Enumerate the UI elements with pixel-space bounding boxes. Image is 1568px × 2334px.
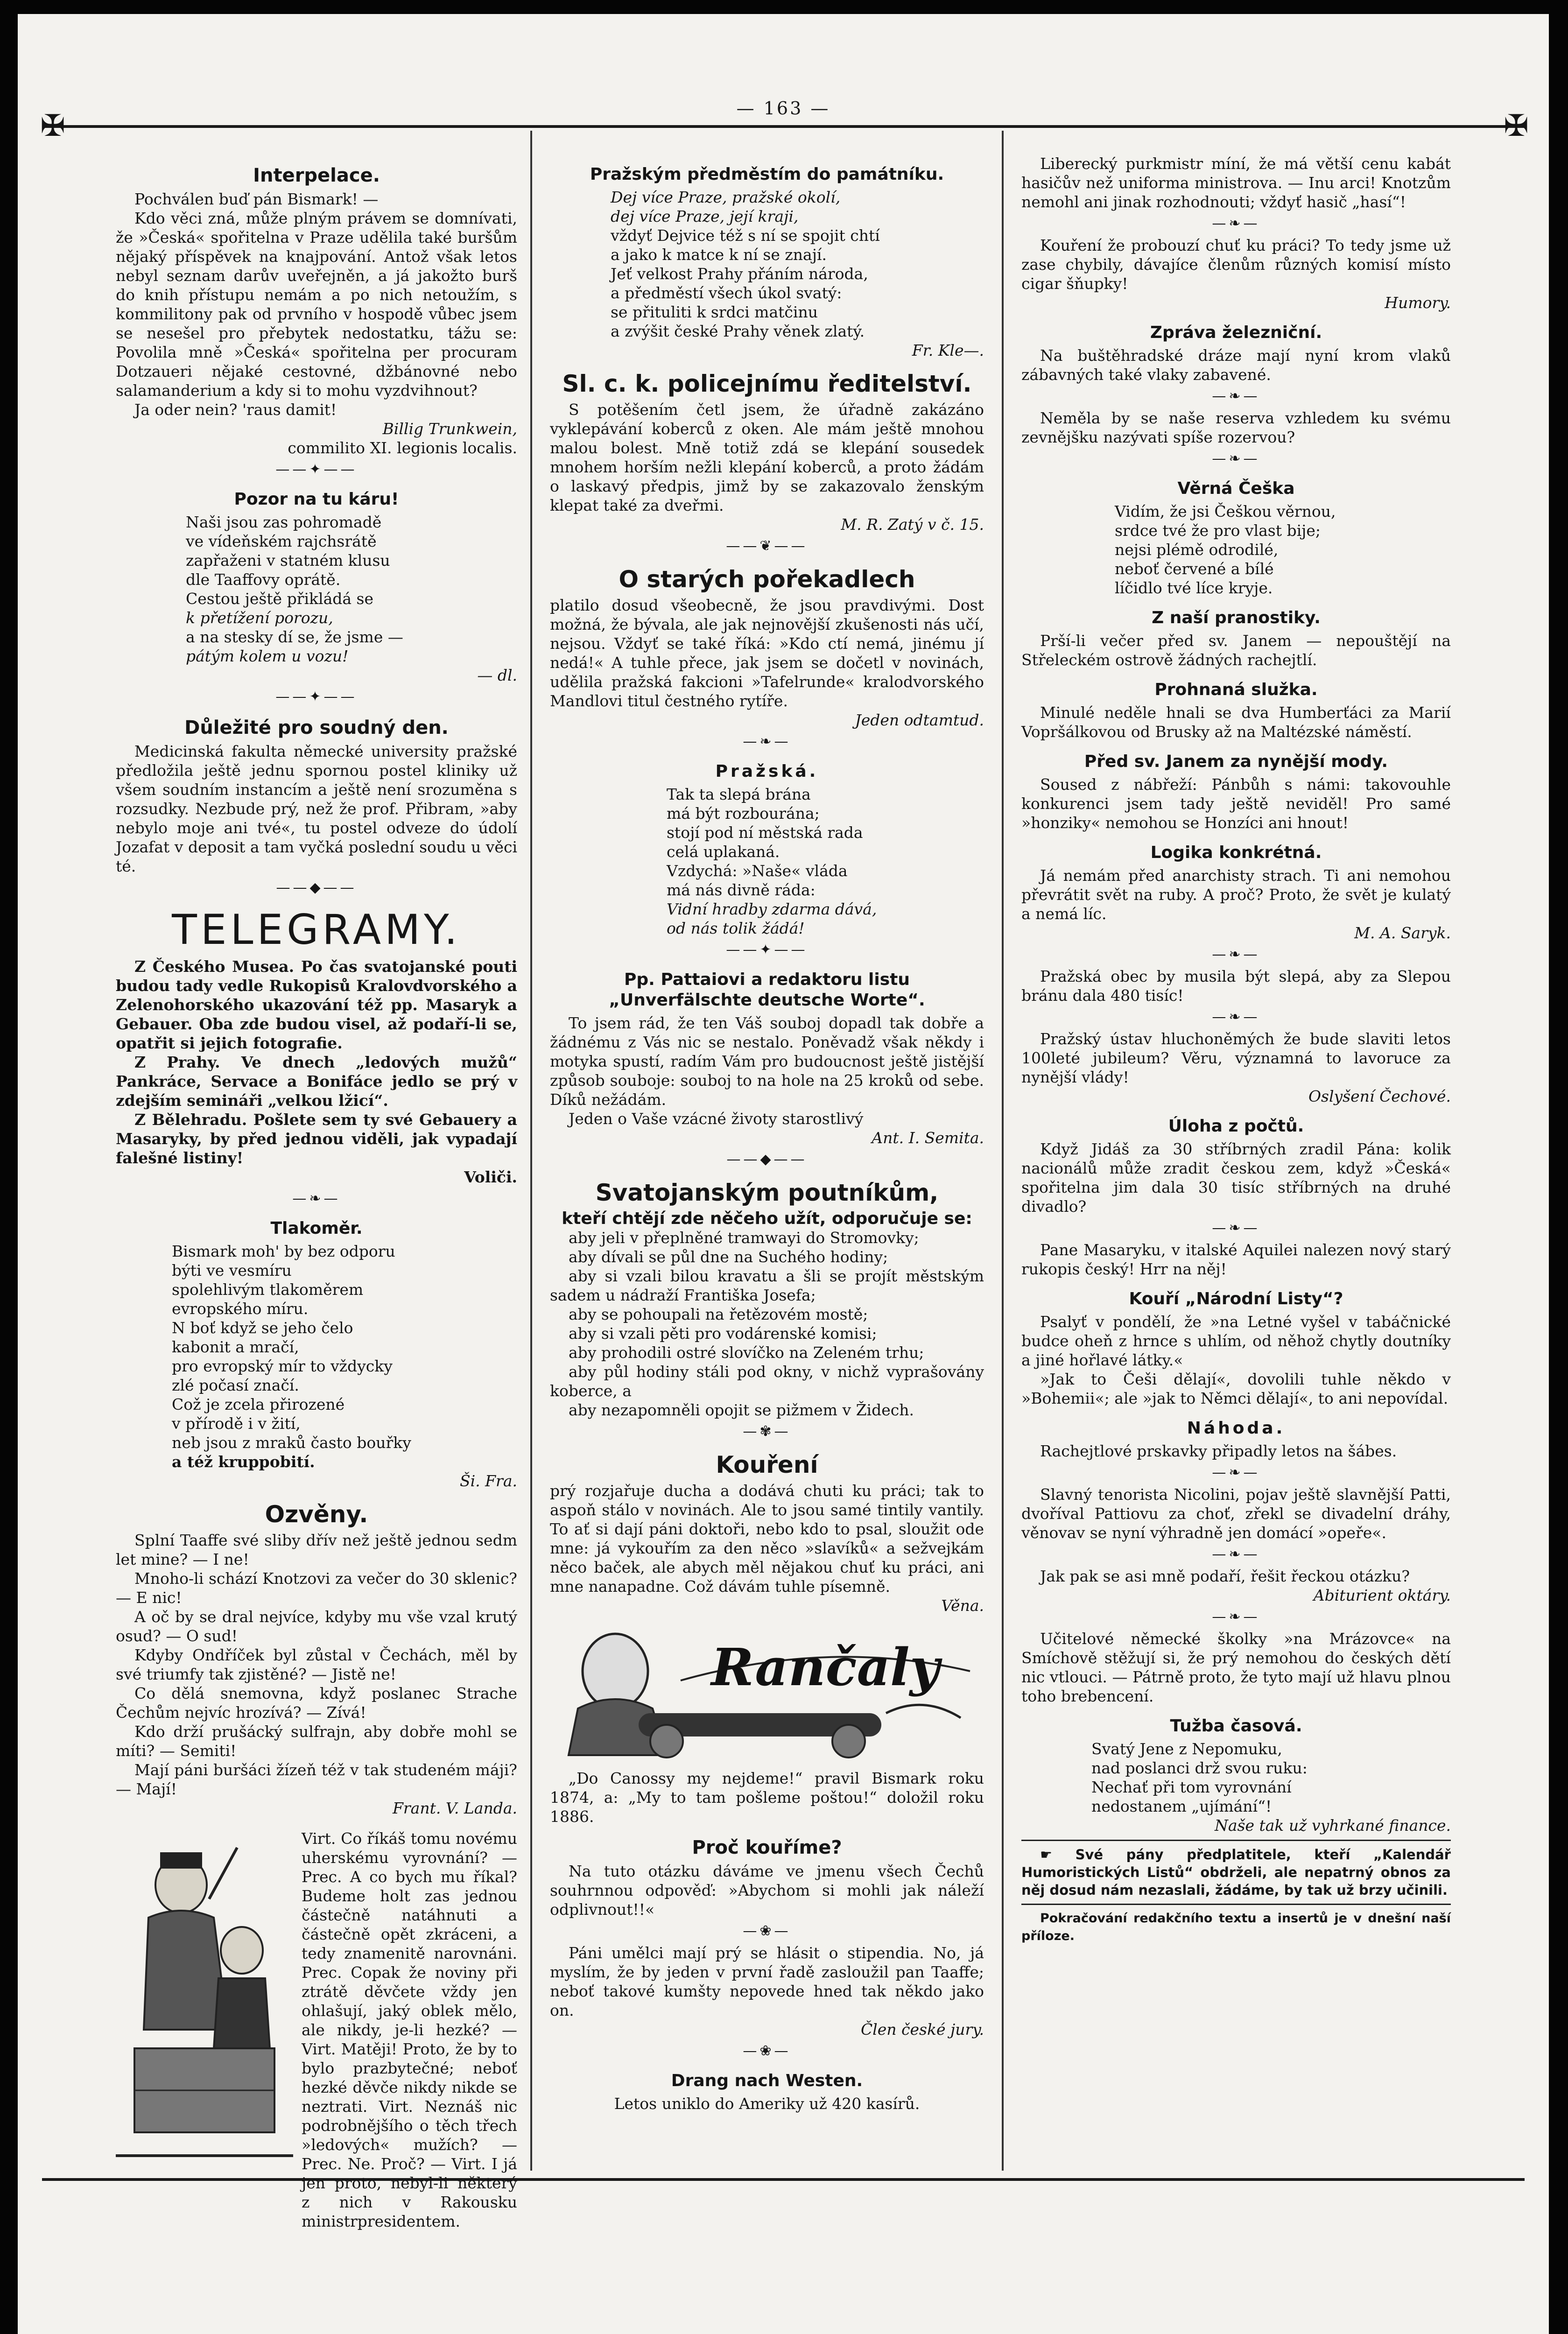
poem-line: Jeť velkost Prahy přáním národa,	[611, 265, 868, 283]
svatojanskym-line: aby jeli v přeplněné tramwayi do Stromovky;	[569, 1229, 919, 1247]
drang-text: Letos uniklo do Ameriky už 420 kasírů.	[614, 2095, 920, 2113]
poem-line: spolehlivým tlakoměrem	[172, 1280, 364, 1299]
pattai-signature: Ant. I. Semita.	[872, 1129, 984, 1147]
telegram-1: Z Českého Musea. Po čas svatojanské pouti budou tady vedle Rukopisů Kralovdvorského a Zelenohorského ukazování též pp. Masaryk a Gebauer. Oba zde budou visel, až podaří-li se, opatřit si jejich fotografie.	[116, 957, 517, 1052]
poem-line: Tak ta slepá brána	[667, 785, 811, 803]
koureni-text: prý rozjařuje ducha a dodává chuti ku práci; tak to aspoň stálo v novinách. Ale to jsou samé tintily vantily. To ať si dají páni doktoři, nebo kdo to psal, sloužit ode mne: já vykouřím za den něco »slavíků« a sežvejkám něco baček, ale abych měl nějakou chuť ku práci, ani mne nanapadne. Což dávám tuhle písemně.	[550, 1482, 984, 1596]
tlakomer-poem	[116, 1242, 517, 1471]
ozveny-p2: Mnoho-li schází Knotzovi za večer do 30 sklenic? — E nic!	[116, 1569, 517, 1607]
poem-line: vždyť Dejvice též s ní se spojit chtí	[611, 226, 880, 245]
ozveny-signature: Frant. V. Landa.	[392, 1799, 517, 1817]
poem-line: neboť červené a bílé	[1115, 560, 1274, 578]
prazska-title: Pražská.	[715, 762, 819, 781]
poem-line: kabonit a mračí,	[172, 1338, 299, 1356]
nicolini-text: Slavný tenorista Nicolini, pojav ještě slavnější Patti, dvoříval Pattiovu za choť, zřekl se divadelní dráhy, věnovav se nyní výhradně jen domácí »opeře«.	[1021, 1485, 1451, 1542]
pred-sv-title: Před sv. Janem za nynější mody.	[1084, 752, 1388, 771]
poem-line: se přituliti k srdci matčinu	[611, 303, 818, 321]
corner-ornament-right-icon: ✠	[1504, 109, 1529, 143]
pattai-text: To jsem rád, že ten Váš souboj dopadl tak dobře a žádnému z Vás nic se nestalo. Poněvadž však někdy i motyka spustí, radím Vám pro budoucnost ještě jistější způsob souboje: souboj to na hole na 25 kroků od sebe. Díků nežádám.	[550, 1014, 984, 1109]
poem-line: Dej více Praze, pražské okolí,	[611, 188, 841, 206]
poem-line: Což je zcela přirozené	[172, 1395, 345, 1413]
interpelace-title: Interpelace.	[253, 165, 380, 186]
subscribers-note-text: Své pány předplatitele, kteří „Kalendář Humoristických Listů“ obdrželi, ale nepatrný obnos za něj dosud nám nezaslali, žádáme, by tak už brzy učinili.	[1021, 1847, 1451, 1898]
poem-line: a předměstí všech úkol svatý:	[611, 284, 842, 302]
poem-line: nedostanem „ujímání“!	[1091, 1797, 1272, 1815]
zprava-text: Na buštěhradské dráze mají nyní krom vlaků zábavných také vlaky zabavené.	[1021, 346, 1451, 384]
prazska-poem	[550, 785, 984, 938]
umelci-signature: Člen české jury.	[860, 2020, 984, 2039]
poem-line: celá uplakaná.	[667, 843, 780, 861]
telegramy-title: TELEGRAMY.	[172, 906, 461, 954]
divider-ornament: ——◆——	[726, 1151, 808, 1167]
policejnimu-signature: M. R. Zatý v č. 15.	[841, 515, 984, 534]
divider-ornament: —❧—	[1212, 1609, 1260, 1625]
poem-line: neb jsou z mraků často bouřky	[172, 1434, 411, 1452]
prazskym-poem	[550, 188, 984, 341]
divider-ornament: —❀—	[743, 2043, 791, 2059]
poem-line: a zvýšit české Prahy věnek zlatý.	[611, 322, 865, 340]
tlakomer-title: Tlakoměr.	[270, 1219, 363, 1238]
proc-title	[550, 1836, 984, 1859]
pointing-hand-icon: ☛	[1040, 1847, 1076, 1863]
virt-text: Virt. Co říkáš tomu novému uherskému vyrovnání? — Prec. A co bych mu říkal? Budeme holt zas jednou částečně natáhnuti a částečně opět zkráceni, a tedy znamenitě narovnáni. Prec. Copak že noviny při ztrátě děvčete vždy jen ohlašují, jaký oblek mělo, ale nikdy, je-li hezké? — Virt. Matěji! Proto, že by to bylo prazbytečné; neboť hezké děvče nikdy nikde se neztrati. Virt. Neznáš nic podrobnějšího o těch třech »ledových« mužích? — Prec. Ne. Proč? — Virt. I já jen proto, nebyl-li některý z nich v Rakousku ministrpresidentem.	[302, 1829, 517, 2230]
svatojanskym-line: aby nezapomněli opojit se pižmem v Židech.	[569, 1401, 914, 1419]
divider-ornament: —❧—	[1212, 388, 1260, 404]
column-1	[116, 154, 517, 2231]
logika-signature: M. A. Saryk.	[1354, 924, 1451, 942]
koureni2-signature: Humory.	[1385, 294, 1451, 312]
pozor-title: Pozor na tu káru!	[234, 490, 399, 509]
poem-line: dej více Praze, její kraji,	[611, 207, 799, 225]
poem-line: líčidlo tvé líce kryje.	[1115, 579, 1273, 597]
ozveny-p1: Splní Taaffe své sliby dřív než ještě jednou sedm let mine? — I ne!	[116, 1531, 517, 1568]
svatojanskym-subtitle: kteří chtějí zde něčeho užít, odporučuje se:	[562, 1209, 972, 1228]
interpelace-signature: Billig Trunkwein,	[382, 420, 517, 438]
poem-line: Vzdychá: »Naše« vláda	[667, 862, 848, 880]
porekadla-text: platilo dosud všeobecně, že jsou pravdivými. Dost možná, že bývala, ale jak nejnovější zkušenosti nás učí, nejsou. Vždyť se také říká: »Kdo ctí nemá, jinému jí nedá!« A tuhle přece, jak jsem se dočetl v novinách, udělila pražská fakcioni »Tafelrunde« kralodvorského Mandlovi titul čestného rytíře.	[550, 596, 984, 710]
interpelace-p3: Ja oder nein? 'raus damit!	[134, 401, 337, 419]
dulezite-title: Důležité pro soudný den.	[184, 717, 449, 738]
porekadla-title: O starých pořekadlech	[619, 566, 915, 593]
interpelace-signature-2: commilito XI. legionis localis.	[288, 439, 517, 457]
newspaper-page	[18, 14, 1549, 2334]
divider-ornament: ——◆——	[276, 879, 357, 896]
kouri-text: Psalyť v pondělí, že »na Letné vyšel v tabáčnické budce oheň z hrnce s uhlím, od něhož chytly doutníky a jiné hořlavé látky.«	[1021, 1313, 1451, 1369]
poem-line: srdce tvé že pro vlast bije;	[1115, 521, 1321, 540]
poem-line: Bismark moh' by bez odporu	[172, 1242, 395, 1260]
policejnimu-text: S potěšením četl jsem, že úřadně zakázáno vyklepávání koberců z oken. Ale mám ještě mnohou malou bolest. Mně totiž zdá se klepání sousedek mnohem horším nežli klepání koberců, a proto žádám o laskavý předpis, jimž by se zakazovalo ženským klepat také za dveřmi.	[550, 401, 984, 514]
poem-line: má nás divně ráda:	[667, 881, 816, 899]
poem-line: Nechať při tom vyrovnání	[1091, 1778, 1292, 1796]
divider-ornament: —❧—	[1212, 215, 1260, 232]
koureni-title: Kouření	[716, 1451, 818, 1478]
poem-line: a jako k matce k ní se znají.	[611, 246, 827, 264]
divider-ornament: —❧—	[292, 1190, 341, 1207]
divider-ornament: ——✦——	[275, 689, 358, 705]
poem-line: k přetížení porozu,	[186, 609, 333, 627]
prazska-obec-text: Pražská obec by musila být slepá, aby za Slepou bránu dala 480 tisíc!	[1021, 967, 1451, 1005]
column-2	[550, 154, 984, 2113]
poem-line: zlé počasí značí.	[172, 1376, 299, 1394]
poem-line: N boť když se jeho čelo	[172, 1319, 353, 1337]
recka-signature: Abiturient oktáry.	[1313, 1586, 1451, 1604]
prohnana-text: Minulé neděle hnali se dva Humberťáci za Marií Vopršálkovou od Brusky až na Maltézské náměstí.	[1021, 703, 1451, 741]
svatojanskym-line: aby se pohoupali na řetězovém mostě;	[569, 1305, 868, 1323]
drang-title: Drang nach Westen.	[671, 2071, 863, 2090]
pokracovani-note: Pokračování redakčního textu a insertů je v dnešní naší příloze.	[1021, 1911, 1451, 1943]
logika-title: Logika konkrétná.	[1150, 843, 1322, 862]
divider-ornament: —❧—	[743, 733, 791, 750]
proc-text: Na tuto otázku dáváme ve jmenu všech Čechů souhrnnou odpověď: »Abychom si mohli jak náleží odplivnout!!«	[550, 1862, 984, 1919]
pranostiky-text: Prší-li večer před sv. Janem — nepouštějí na Střeleckém ostrově žádných rachejtlí.	[1021, 632, 1451, 669]
svatojanskym-title: Svatojanským poutníkům,	[595, 1179, 939, 1206]
poem-line: pro evropský mír to vždycky	[172, 1357, 393, 1375]
telegram-3: Z Bělehradu. Pošlete sem ty své Gebauery a Masaryky, by před jednou viděli, jak vypadají falešné listiny!	[116, 1111, 517, 1167]
pattai-text-2: Jeden o Vaše vzácné životy starostlivý	[569, 1110, 864, 1128]
nemela-text: Neměla by se naše reserva vzhledem ku svému zevnějšku nazývati spíše rozervou?	[1021, 409, 1451, 446]
tuzba-poem	[1021, 1739, 1451, 1816]
corner-ornament-left-icon: ✠	[40, 109, 65, 143]
umelci-text: Páni umělci mají prý se hlásit o stipendia. No, já myslím, že by jeden v první řadě zasloužil pan Taaffe; neboť takové kumšty nepovede hned tak někdo jako on.	[550, 1944, 984, 2019]
proc-title-text: Proč kouříme?	[692, 1837, 842, 1858]
poem-line: od nás tolik žádá!	[667, 919, 805, 937]
divider-ornament: ——❦——	[726, 538, 808, 554]
poem-line: Naši jsou zas pohromadě	[186, 513, 382, 531]
section-rule	[1021, 1904, 1451, 1905]
svatojanskym-line: aby si vzali bilou kravatu a šli se projít městským sadem u nádraží Františka Josefa;	[550, 1267, 984, 1304]
poem-line: a na stesky dí se, že jsme —	[186, 628, 403, 646]
porekadla-signature: Jeden odtamtud.	[855, 711, 984, 729]
pred-sv-text: Soused z nábřeží: Pánbůh s námi: takovouhle konkurenci jsem tady ještě neviděl! Pro samé »honziky« nemohou se Honzíci ani hnout!	[1021, 775, 1451, 832]
subscribers-note	[1021, 1846, 1451, 1899]
uloha-text: Když Jidáš za 30 stříbrných zradil Pána: kolik nacionálů může zradit českou zem, když »Česká« spořitelna jim dala 30 tisíc stříbrných na druhé divadlo?	[1021, 1140, 1451, 1216]
poem-line: Cestou ještě přikládá se	[186, 590, 373, 608]
ozveny-title: Ozvěny.	[265, 1501, 368, 1528]
recka-text: Jak pak se asi mně podaří, řešit řeckou otázku?	[1040, 1567, 1410, 1585]
poem-line: má být rozbourána;	[667, 804, 820, 823]
divider-ornament: —❧—	[1212, 1546, 1260, 1562]
divider-ornament: ——✦——	[726, 942, 808, 958]
interpelace-p1: Pochválen buď pán Bismark! —	[134, 190, 379, 208]
svatojanskym-line: aby půl hodiny stáli pod okny, v nichž vyprašovány koberce, a	[550, 1363, 984, 1400]
divider-ornament: —✾—	[743, 1423, 791, 1440]
poem-line: nad poslanci drž svou ruku:	[1091, 1759, 1308, 1777]
canossa-text: „Do Canossy my nejdeme!“ pravil Bismark roku 1874, a: „My to tam pošleme poštou!“ doložil roku 1886.	[550, 1769, 984, 1826]
liberecky-text: Liberecký purkmistr míní, že má větší cenu kabát hasičův než uniforma ministrova. — Inu arci! Knotzům nemohl ani jinak rozhodnouti; vždyť hasič „hasí“!	[1021, 155, 1451, 211]
poem-line: pátým kolem u vozu!	[186, 647, 349, 665]
pozor-poem	[116, 513, 517, 666]
poem-line: nejsi plémě odrodilé,	[1115, 541, 1279, 559]
divider-ornament: —❧—	[1212, 1009, 1260, 1025]
divider-ornament: —❧—	[1212, 946, 1260, 963]
telegram-2: Z Prahy. Ve dnech „ledových mužů“ Pankráce, Servace a Bonifáce jedlo se prý v zdejším semináři „velkou lžicí“.	[116, 1053, 517, 1110]
poem-line: v přírodě i v žití,	[172, 1414, 301, 1433]
poem-line: zapřaženi v statném klusu	[186, 551, 390, 569]
svatojanskym-line: aby dívali se půl dne na Suchého hodiny;	[569, 1248, 888, 1266]
prazskym-signature: Fr. Kle—.	[912, 341, 984, 359]
zprava-title: Zpráva železniční.	[1150, 323, 1322, 342]
masaryku-text: Pane Masaryku, v italské Aquilei nalezen nový starý rukopis český! Hrr na něj!	[1021, 1241, 1451, 1278]
koureni-signature: Věna.	[941, 1596, 984, 1615]
rancaly-banner	[550, 1620, 984, 1764]
page-number: — 163 —	[736, 98, 830, 119]
ozveny-p5: Co dělá snemovna, když poslanec Strache Čechům nejvíc hrozívá? — Zívá!	[116, 1684, 517, 1722]
column-rule-2	[1002, 131, 1004, 2171]
dulezite-text: Medicinská fakulta německé university pražské předložila ještě jednu spornou postel kliniky už všem soudním instancím a ještě není srozuměna s rozsudky. Nezbude prý, než že prof. Přibram, »aby nebylo moje ani tvé«, tu postel odveze do údolí Jozafat v deposit a tam vyčká poslední soudu u věci té.	[116, 742, 517, 875]
prohnana-title: Prohnaná služka.	[1154, 680, 1318, 699]
poem-line: ve vídeňském rajchsrátě	[186, 532, 377, 550]
tlakomer-signature: Ši. Fra.	[460, 1472, 517, 1490]
poem-line: Vidím, že jsi Češkou věrnou,	[1115, 502, 1336, 520]
ozveny-p7: Mají páni buršáci žízeň též v tak studeném máji? — Mají!	[116, 1761, 517, 1798]
pranostiky-title: Z naší pranostiky.	[1152, 608, 1321, 627]
divider-ornament: —❀—	[743, 1923, 791, 1939]
logika-text: Já nemám před anarchisty strach. Ti ani nemohou převrátit svět na ruby. A proč? Proto, že svět je kulatý a nemá líc.	[1021, 866, 1451, 923]
poem-line: evropského míru.	[172, 1300, 309, 1318]
column-rule-1	[530, 131, 532, 2171]
poem-line: Vidní hradby zdarma dává,	[667, 900, 877, 918]
rancaly-banner-illustration	[550, 1620, 984, 1760]
prazskym-title: Pražským předměstím do památníku.	[590, 165, 944, 184]
column-3	[1021, 154, 1451, 1945]
poem-line: býti ve vesmíru	[172, 1261, 292, 1279]
section-rule	[1021, 1840, 1451, 1841]
ozveny-p4: Kdyby Ondříček byl zůstal v Čechách, měl by své triumfy tak zjistěné? — Jistě ne!	[116, 1646, 517, 1683]
prazsky-ustav-text: Pražský ústav hluchoněmých že bude slaviti letos 100leté jubileum? Věru, významná to lavoruce za nynější vlády!	[1021, 1030, 1451, 1086]
ozveny-p3: A oč by se dral nejvíce, kdyby mu vše vzal krutý osud? — O sud!	[116, 1608, 517, 1645]
tuzba-signature: Naše tak už vyhrkané finance.	[1214, 1816, 1451, 1835]
ucitelove-text: Učitelové německé školky »na Mrázovce« na Smíchově stěžují si, že prý nemohou do českých dětí nic vtlouci. — Pátrně proto, že tyto mají už hlavu plnou toho brebencení.	[1021, 1630, 1451, 1705]
tuzba-title: Tužba časová.	[1170, 1716, 1302, 1736]
interpelace-p2: Kdo věci zná, může plným právem se domnívati, že »Česká« spořitelna v Praze udělila také buršům nějaký příspěvek na knajpování. Antož však letos nebyl seznam darův uveřejněn, a já jakožto burš do knih přístupu nemám a po nich netoužím, s kommilitony pak od prvního v hospodě vůbec jsem se nesešel pro přebytek nedostatku, tážu se: Povolila mně »Česká« spořitelna per procuram Dotzaueri nějaké cestovné, džbánovné nebo salamanderium a kdy si to mohu vyzdvihnout?	[116, 209, 517, 400]
divider-ornament: —❧—	[1212, 450, 1260, 467]
rancaly-banner-text: Rančaly	[711, 1637, 940, 1697]
divider-ornament: —❧—	[1212, 1220, 1260, 1236]
poem-line: stojí pod ní městská rada	[667, 823, 863, 842]
divider-ornament: ——✦——	[275, 461, 358, 478]
nahoda-text: Rachejtlové prskavky připadly letos na šábes.	[1040, 1442, 1397, 1460]
koureni2-text: Kouření že probouzí chuť ku práci? To tedy jsme už zase chybily, dávajíce členům různých komisí místo cigar šňupky!	[1021, 236, 1451, 293]
nahoda-title: Náhoda.	[1187, 1419, 1286, 1438]
virt-section	[116, 1829, 517, 2231]
uloha-title: Úloha z počtů.	[1168, 1117, 1304, 1136]
telegram-3-signature: Voliči.	[464, 1168, 517, 1186]
divider-ornament: —❧—	[1212, 1464, 1260, 1481]
pattai-title: Pp. Pattaiovi a redaktoru listu „Unverfälschte deutsche Worte“.	[609, 970, 925, 1010]
poem-line: a též kruppobití.	[172, 1453, 315, 1471]
pozor-signature: — dl.	[477, 666, 517, 684]
prazsky-ustav-signature: Oslyšení Čechové.	[1308, 1087, 1451, 1105]
cartoon-illustration	[116, 1829, 293, 2165]
verna-title: Věrná Češka	[1177, 479, 1295, 498]
svatojanskym-line: aby si vzali pěti pro vodárenské komisi;	[569, 1324, 877, 1343]
ozveny-p6: Kdo drží prušácký sulfrajn, aby dobře mohl se míti? — Semiti!	[116, 1722, 517, 1760]
kouri-text-2: »Jak to Češi dělají«, dovolili tuhle někdo v »Bohemii«; ale »jak to Němci dělají«, to ani nepovídal.	[1021, 1370, 1451, 1407]
poem-line: dle Taaffovy oprátě.	[186, 570, 341, 589]
verna-poem	[1021, 502, 1451, 598]
kouri-title: Kouří „Národní Listy“?	[1129, 1289, 1343, 1308]
policejnimu-title: Sl. c. k. policejnímu ředitelství.	[562, 370, 972, 397]
poem-line: Svatý Jene z Nepomuku,	[1091, 1740, 1282, 1758]
svatojanskym-line: aby prohodili ostré slovíčko na Zeleném trhu;	[569, 1343, 924, 1362]
